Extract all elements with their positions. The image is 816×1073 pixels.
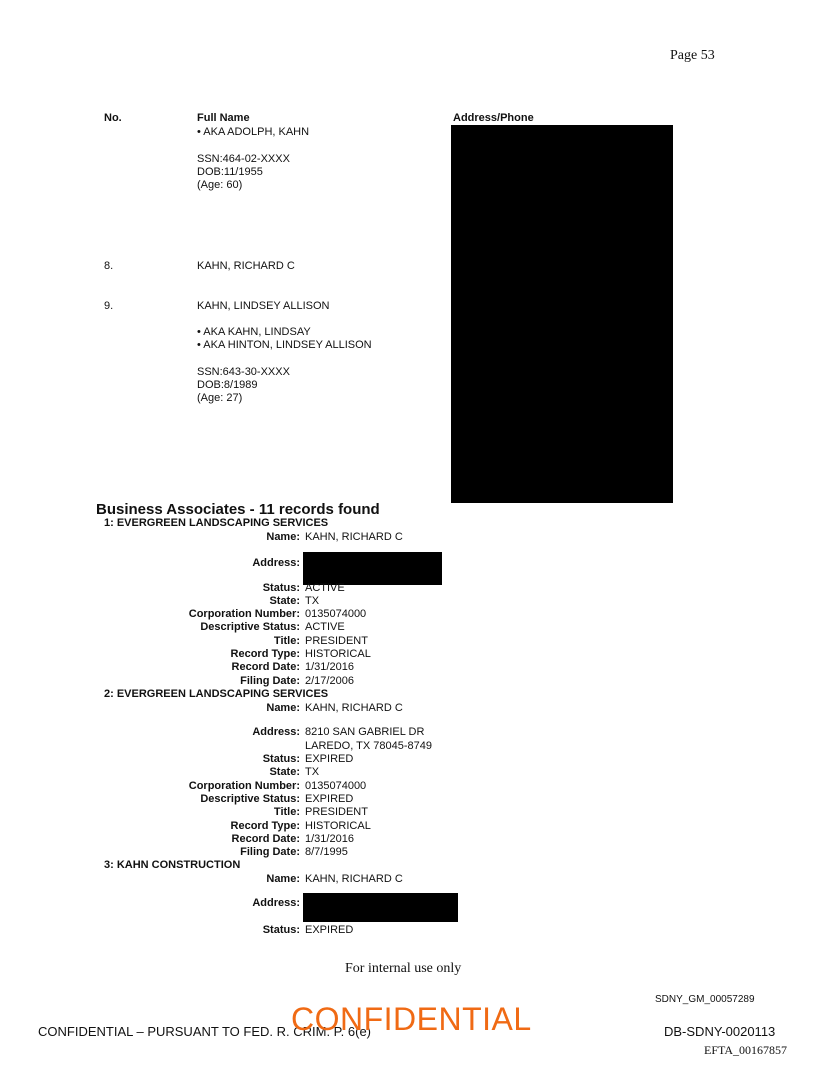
field-label: Record Type: xyxy=(230,820,300,832)
internal-use-notice: For internal use only xyxy=(345,961,462,976)
record-number: 9. xyxy=(104,300,114,312)
field-value: PRESIDENT xyxy=(305,806,368,818)
field-label: Name: xyxy=(266,873,300,885)
field-value: EXPIRED xyxy=(305,793,354,805)
field-label: Record Type: xyxy=(230,648,300,660)
field-value: 1/31/2016 xyxy=(305,833,354,845)
field-label: Corporation Number: xyxy=(188,608,300,620)
record-number: 8. xyxy=(104,260,114,272)
field-label: Record Date: xyxy=(231,661,300,673)
redaction-block-business-address xyxy=(303,893,458,922)
field-label: Corporation Number: xyxy=(188,780,300,792)
field-value: 1/31/2016 xyxy=(305,661,354,673)
field-value: TX xyxy=(305,595,320,607)
confidential-stamp: CONFIDENTIAL xyxy=(291,1001,532,1037)
bates-number-db: DB-SDNY-0020113 xyxy=(664,1024,776,1039)
column-header-no: No. xyxy=(104,112,122,124)
field-value: EXPIRED xyxy=(305,753,354,765)
field-label: Address: xyxy=(252,897,300,909)
field-label: Record Date: xyxy=(231,833,300,845)
field-label: Name: xyxy=(266,531,300,543)
field-label: Descriptive Status: xyxy=(200,793,300,805)
ssn-line: SSN:464-02-XXXX xyxy=(197,153,290,165)
redaction-block-address xyxy=(451,125,673,503)
ssn-line: SSN:643-30-XXXX xyxy=(197,366,290,378)
field-label: Status: xyxy=(262,753,300,765)
field-value: 0135074000 xyxy=(305,608,367,620)
age-line: (Age: 27) xyxy=(197,392,243,404)
record-header: 2: EVERGREEN LANDSCAPING SERVICES xyxy=(104,688,329,700)
field-label: State: xyxy=(269,766,300,778)
field-value: 8210 SAN GABRIEL DR xyxy=(305,726,425,738)
field-value: TX xyxy=(305,766,320,778)
field-label: Status: xyxy=(262,582,300,594)
age-line: (Age: 60) xyxy=(197,179,243,191)
field-value: ACTIVE xyxy=(305,582,345,594)
business-associates-title: Business Associates - 11 records found xyxy=(96,501,380,518)
field-value: 2/17/2006 xyxy=(305,675,354,687)
aka-line: • AKA HINTON, LINDSEY ALLISON xyxy=(197,339,372,351)
column-header-address-phone: Address/Phone xyxy=(453,112,534,124)
field-label: Descriptive Status: xyxy=(200,621,300,633)
field-value: HISTORICAL xyxy=(305,820,371,832)
redaction-block-business-address xyxy=(303,552,442,585)
field-label: Filing Date: xyxy=(240,846,300,858)
aka-line: • AKA KAHN, LINDSAY xyxy=(197,326,311,338)
field-label: Title: xyxy=(273,806,300,818)
bates-number-sdny-gm: SDNY_GM_00057289 xyxy=(655,994,755,1005)
field-label: State: xyxy=(269,595,300,607)
field-label: Title: xyxy=(273,635,300,647)
column-header-full-name: Full Name xyxy=(197,112,250,124)
field-label: Status: xyxy=(262,924,300,936)
page-number: Page 53 xyxy=(670,48,715,63)
person-name: KAHN, LINDSEY ALLISON xyxy=(197,300,330,312)
field-label: Filing Date: xyxy=(240,675,300,687)
dob-line: DOB:11/1955 xyxy=(197,166,263,178)
field-value: HISTORICAL xyxy=(305,648,371,660)
field-value: PRESIDENT xyxy=(305,635,368,647)
field-value: KAHN, RICHARD C xyxy=(305,873,403,885)
record-header: 3: KAHN CONSTRUCTION xyxy=(104,859,241,871)
field-value: KAHN, RICHARD C xyxy=(305,702,403,714)
efta-number: EFTA_00167857 xyxy=(704,1043,788,1057)
aka-line: • AKA ADOLPH, KAHN xyxy=(197,126,310,138)
field-label: Name: xyxy=(266,702,300,714)
field-value: ACTIVE xyxy=(305,621,345,633)
field-value: 0135074000 xyxy=(305,780,367,792)
confidential-rule-notice: CONFIDENTIAL – PURSUANT TO FED. R. CRIM. P. 6(e) xyxy=(38,1024,372,1039)
record-header: 1: EVERGREEN LANDSCAPING SERVICES xyxy=(104,517,329,529)
field-value-continued: LAREDO, TX 78045-8749 xyxy=(305,740,432,752)
person-name: KAHN, RICHARD C xyxy=(197,260,295,272)
field-value: EXPIRED xyxy=(305,924,354,936)
field-label: Address: xyxy=(252,557,300,569)
field-label: Address: xyxy=(252,726,300,738)
field-value: KAHN, RICHARD C xyxy=(305,531,403,543)
dob-line: DOB:8/1989 xyxy=(197,379,258,391)
field-value: 8/7/1995 xyxy=(305,846,348,858)
